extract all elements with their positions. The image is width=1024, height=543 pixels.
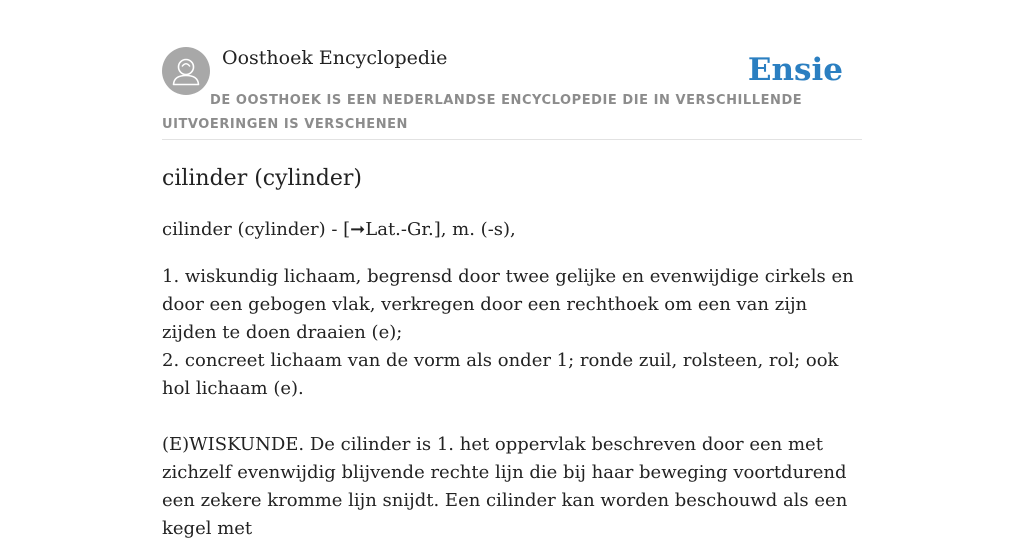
header-divider: [162, 139, 862, 140]
paragraph-gap: [162, 403, 862, 431]
entry-heading: cilinder (cylinder): [162, 166, 362, 191]
entry-definition-line: cilinder (cylinder) - [➞Lat.-Gr.], m. (-s),: [162, 219, 516, 240]
ensie-logo[interactable]: Ensie: [747, 52, 843, 88]
entry-wiskunde-paragraph: (E)WISKUNDE. De cilinder is 1. het oppervlak beschreven door een met zichzelf evenwijdig blijvende rechte lijn die bij haar beweging voortdurend een zekere kromme lijn snijdt. Een cilinder kan worden beschouwd als een kegel met: [162, 434, 848, 539]
entry-sense-2: 2. concreet lichaam van de vorm als onder 1; ronde zuil, rolsteen, rol; ook hol lichaam (e).: [162, 350, 839, 399]
user-icon: [162, 47, 210, 95]
site-title[interactable]: Oosthoek Encyclopedie: [222, 47, 448, 69]
entry-sense-1: 1. wiskundig lichaam, begrensd door twee gelijke en evenwijdige cirkels en door een gebogen vlak, verkregen door een rechthoek om een van zijn zijden te doen draaien (e);: [162, 266, 854, 343]
site-subtitle: DE OOSTHOEK IS EEN NEDERLANDSE ENCYCLOPEDIE DIE IN VERSCHILLENDE UITVOERINGEN IS VERSCHENEN: [162, 93, 803, 132]
avatar[interactable]: [162, 47, 210, 95]
entry-body: [162, 263, 862, 543]
